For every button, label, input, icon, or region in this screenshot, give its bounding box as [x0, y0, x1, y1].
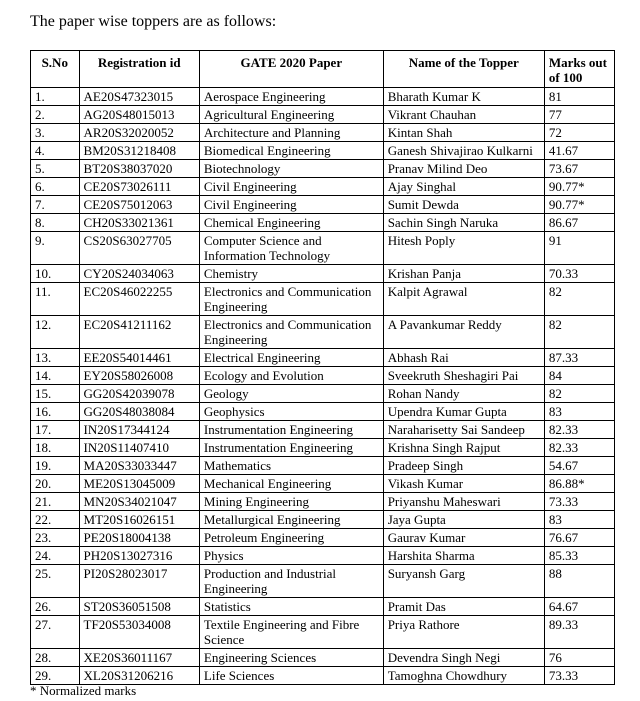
cell-marks: 76 [544, 649, 614, 667]
table-row [31, 457, 615, 475]
cell-sno: 27. [31, 616, 80, 649]
cell-sno: 9. [31, 232, 80, 265]
cell-topper-name: Upendra Kumar Gupta [383, 403, 544, 421]
cell-marks: 87.33 [544, 349, 614, 367]
cell-topper-name: Tamoghna Chowdhury [383, 667, 544, 685]
cell-topper-name: Sachin Singh Naruka [383, 214, 544, 232]
cell-paper: Geology [199, 385, 383, 403]
table-row [31, 421, 615, 439]
cell-topper-name: Pramit Das [383, 598, 544, 616]
table-body [31, 88, 615, 685]
cell-registration-id: IN20S17344124 [79, 421, 199, 439]
cell-sno: 13. [31, 349, 80, 367]
table-row [31, 547, 615, 565]
cell-registration-id: TF20S53034008 [79, 616, 199, 649]
cell-topper-name: Sveekruth Sheshagiri Pai [383, 367, 544, 385]
cell-registration-id: PH20S13027316 [79, 547, 199, 565]
table-header-row [31, 51, 615, 88]
cell-topper-name: Pranav Milind Deo [383, 160, 544, 178]
table-row [31, 616, 615, 649]
cell-sno: 29. [31, 667, 80, 685]
table-row [31, 511, 615, 529]
cell-topper-name: Sumit Dewda [383, 196, 544, 214]
cell-topper-name: Harshita Sharma [383, 547, 544, 565]
table-row [31, 265, 615, 283]
cell-topper-name: Devendra Singh Negi [383, 649, 544, 667]
table-row [31, 649, 615, 667]
table-row [31, 349, 615, 367]
cell-marks: 54.67 [544, 457, 614, 475]
cell-paper: Electronics and Communication Engineering [199, 283, 383, 316]
table-row [31, 232, 615, 265]
table-row [31, 178, 615, 196]
cell-paper: Chemistry [199, 265, 383, 283]
cell-sno: 26. [31, 598, 80, 616]
cell-marks: 73.33 [544, 493, 614, 511]
cell-marks: 73.33 [544, 667, 614, 685]
cell-paper: Engineering Sciences [199, 649, 383, 667]
cell-registration-id: EY20S58026008 [79, 367, 199, 385]
cell-topper-name: Hitesh Poply [383, 232, 544, 265]
cell-registration-id: EE20S54014461 [79, 349, 199, 367]
cell-registration-id: CE20S73026111 [79, 178, 199, 196]
cell-sno: 4. [31, 142, 80, 160]
cell-marks: 64.67 [544, 598, 614, 616]
footnote: * Normalized marks [30, 683, 137, 698]
table-row [31, 124, 615, 142]
cell-topper-name: Kalpit Agrawal [383, 283, 544, 316]
column-header-marks: Marks out of 100 [544, 51, 614, 88]
cell-sno: 2. [31, 106, 80, 124]
cell-registration-id: AE20S47323015 [79, 88, 199, 106]
cell-paper: Civil Engineering [199, 178, 383, 196]
table-row [31, 493, 615, 511]
cell-sno: 21. [31, 493, 80, 511]
cell-topper-name: Naraharisetty Sai Sandeep [383, 421, 544, 439]
cell-paper: Biotechnology [199, 160, 383, 178]
cell-paper: Geophysics [199, 403, 383, 421]
cell-topper-name: Vikash Kumar [383, 475, 544, 493]
cell-registration-id: PE20S18004138 [79, 529, 199, 547]
cell-sno: 12. [31, 316, 80, 349]
table-row [31, 475, 615, 493]
cell-paper: Ecology and Evolution [199, 367, 383, 385]
toppers-table [30, 50, 615, 685]
table-row [31, 316, 615, 349]
cell-registration-id: CE20S75012063 [79, 196, 199, 214]
cell-sno: 6. [31, 178, 80, 196]
cell-registration-id: CS20S63027705 [79, 232, 199, 265]
cell-topper-name: A Pavankumar Reddy [383, 316, 544, 349]
cell-marks: 82 [544, 385, 614, 403]
cell-sno: 17. [31, 421, 80, 439]
cell-paper: Aerospace Engineering [199, 88, 383, 106]
cell-registration-id: CH20S33021361 [79, 214, 199, 232]
cell-paper: Agricultural Engineering [199, 106, 383, 124]
table-row [31, 196, 615, 214]
cell-sno: 16. [31, 403, 80, 421]
cell-sno: 15. [31, 385, 80, 403]
cell-registration-id: ME20S13045009 [79, 475, 199, 493]
cell-paper: Mechanical Engineering [199, 475, 383, 493]
cell-sno: 19. [31, 457, 80, 475]
cell-paper: Instrumentation Engineering [199, 439, 383, 457]
cell-marks: 82.33 [544, 439, 614, 457]
cell-paper: Petroleum Engineering [199, 529, 383, 547]
table-row [31, 88, 615, 106]
column-header-topper-name: Name of the Topper [383, 51, 544, 88]
cell-marks: 76.67 [544, 529, 614, 547]
cell-paper: Chemical Engineering [199, 214, 383, 232]
cell-sno: 28. [31, 649, 80, 667]
cell-sno: 8. [31, 214, 80, 232]
cell-topper-name: Suryansh Garg [383, 565, 544, 598]
cell-registration-id: XE20S36011167 [79, 649, 199, 667]
table-row [31, 565, 615, 598]
cell-sno: 22. [31, 511, 80, 529]
cell-paper: Statistics [199, 598, 383, 616]
cell-registration-id: EC20S46022255 [79, 283, 199, 316]
cell-registration-id: GG20S48038084 [79, 403, 199, 421]
cell-sno: 24. [31, 547, 80, 565]
cell-paper: Physics [199, 547, 383, 565]
cell-topper-name: Pradeep Singh [383, 457, 544, 475]
cell-marks: 89.33 [544, 616, 614, 649]
cell-registration-id: MA20S33033447 [79, 457, 199, 475]
table-row [31, 439, 615, 457]
cell-marks: 41.67 [544, 142, 614, 160]
table-row [31, 160, 615, 178]
cell-registration-id: ST20S36051508 [79, 598, 199, 616]
cell-sno: 18. [31, 439, 80, 457]
cell-paper: Instrumentation Engineering [199, 421, 383, 439]
table-row [31, 667, 615, 685]
table-row [31, 598, 615, 616]
cell-topper-name: Jaya Gupta [383, 511, 544, 529]
cell-marks: 86.67 [544, 214, 614, 232]
cell-paper: Electrical Engineering [199, 349, 383, 367]
cell-marks: 70.33 [544, 265, 614, 283]
cell-sno: 7. [31, 196, 80, 214]
cell-marks: 86.88* [544, 475, 614, 493]
cell-marks: 77 [544, 106, 614, 124]
cell-paper: Metallurgical Engineering [199, 511, 383, 529]
cell-marks: 90.77* [544, 178, 614, 196]
cell-topper-name: Bharath Kumar K [383, 88, 544, 106]
table-row [31, 106, 615, 124]
table-row [31, 142, 615, 160]
cell-marks: 83 [544, 403, 614, 421]
cell-marks: 72 [544, 124, 614, 142]
cell-sno: 23. [31, 529, 80, 547]
cell-marks: 73.67 [544, 160, 614, 178]
cell-marks: 90.77* [544, 196, 614, 214]
cell-paper: Life Sciences [199, 667, 383, 685]
cell-sno: 3. [31, 124, 80, 142]
cell-sno: 11. [31, 283, 80, 316]
cell-registration-id: CY20S24034063 [79, 265, 199, 283]
cell-registration-id: BM20S31218408 [79, 142, 199, 160]
cell-topper-name: Priya Rathore [383, 616, 544, 649]
cell-marks: 84 [544, 367, 614, 385]
cell-marks: 91 [544, 232, 614, 265]
cell-sno: 5. [31, 160, 80, 178]
column-header-sno: S.No [31, 51, 80, 88]
table-row [31, 283, 615, 316]
cell-registration-id: PI20S28023017 [79, 565, 199, 598]
cell-topper-name: Vikrant Chauhan [383, 106, 544, 124]
cell-topper-name: Krishna Singh Rajput [383, 439, 544, 457]
cell-paper: Electronics and Communication Engineering [199, 316, 383, 349]
cell-marks: 81 [544, 88, 614, 106]
cell-sno: 25. [31, 565, 80, 598]
cell-marks: 82 [544, 283, 614, 316]
column-header-paper: GATE 2020 Paper [199, 51, 383, 88]
cell-registration-id: GG20S42039078 [79, 385, 199, 403]
cell-marks: 82.33 [544, 421, 614, 439]
cell-sno: 10. [31, 265, 80, 283]
page-heading: The paper wise toppers are as follows: [30, 13, 277, 30]
cell-paper: Architecture and Planning [199, 124, 383, 142]
cell-paper: Mining Engineering [199, 493, 383, 511]
cell-topper-name: Ajay Singhal [383, 178, 544, 196]
cell-topper-name: Krishan Panja [383, 265, 544, 283]
cell-paper: Textile Engineering and Fibre Science [199, 616, 383, 649]
cell-paper: Production and Industrial Engineering [199, 565, 383, 598]
cell-paper: Biomedical Engineering [199, 142, 383, 160]
table-row [31, 403, 615, 421]
cell-marks: 88 [544, 565, 614, 598]
cell-registration-id: AR20S32020052 [79, 124, 199, 142]
cell-registration-id: XL20S31206216 [79, 667, 199, 685]
cell-registration-id: MT20S16026151 [79, 511, 199, 529]
cell-marks: 82 [544, 316, 614, 349]
cell-registration-id: IN20S11407410 [79, 439, 199, 457]
cell-registration-id: MN20S34021047 [79, 493, 199, 511]
cell-topper-name: Rohan Nandy [383, 385, 544, 403]
cell-registration-id: EC20S41211162 [79, 316, 199, 349]
cell-paper: Civil Engineering [199, 196, 383, 214]
cell-sno: 1. [31, 88, 80, 106]
cell-registration-id: BT20S38037020 [79, 160, 199, 178]
cell-topper-name: Kintan Shah [383, 124, 544, 142]
cell-marks: 83 [544, 511, 614, 529]
cell-topper-name: Priyanshu Maheswari [383, 493, 544, 511]
column-header-registration-id: Registration id [79, 51, 199, 88]
cell-topper-name: Gaurav Kumar [383, 529, 544, 547]
cell-sno: 14. [31, 367, 80, 385]
table-row [31, 529, 615, 547]
table-row [31, 214, 615, 232]
cell-paper: Mathematics [199, 457, 383, 475]
cell-topper-name: Abhash Rai [383, 349, 544, 367]
table-row [31, 367, 615, 385]
cell-paper: Computer Science and Information Technology [199, 232, 383, 265]
cell-marks: 85.33 [544, 547, 614, 565]
table-row [31, 385, 615, 403]
cell-sno: 20. [31, 475, 80, 493]
cell-topper-name: Ganesh Shivajirao Kulkarni [383, 142, 544, 160]
cell-registration-id: AG20S48015013 [79, 106, 199, 124]
